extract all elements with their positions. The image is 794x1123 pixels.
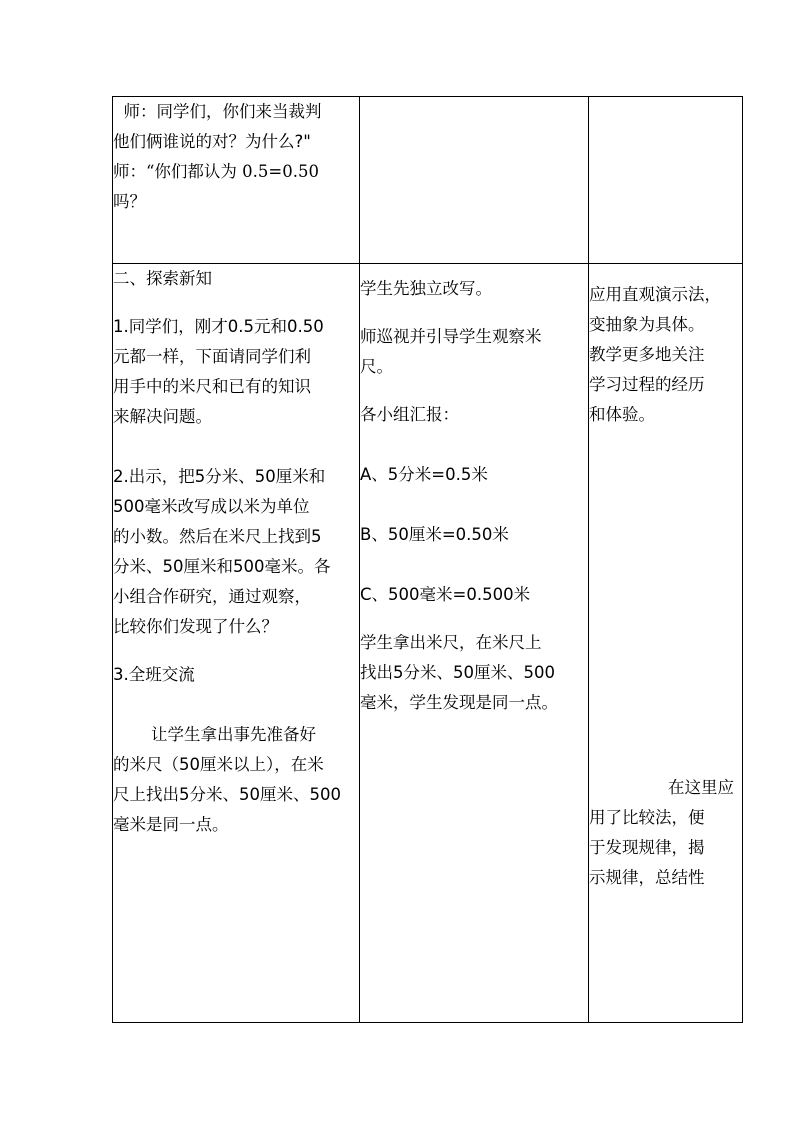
item1-line: 元都一样，下面请同学们利 xyxy=(113,347,311,366)
item3-line: 毫米是同一点。 xyxy=(113,815,229,834)
dialogue-line-4: 吗？ xyxy=(113,192,146,211)
item3-line: 让学生拿出事先准备好 xyxy=(151,725,316,744)
table-row xyxy=(113,97,743,264)
section-heading: 二、探索新知 xyxy=(113,269,212,288)
empty-cell xyxy=(589,97,743,264)
teacher-dialogue-cell xyxy=(113,97,360,264)
intent-line: 在这里应 xyxy=(668,778,734,797)
activity-line: 师巡视并引导学生观察米 xyxy=(360,327,542,346)
student-activity-cell xyxy=(360,264,589,1023)
activity-line: 各小组汇报： xyxy=(360,405,459,424)
report-b: B、50厘米=0.50米 xyxy=(360,525,509,544)
dialogue-line-1: 师：同学们，你们来当裁判 xyxy=(113,102,322,121)
item2-line: 500毫米改写成以米为单位 xyxy=(113,497,310,516)
activity-line: 学生先独立改写。 xyxy=(360,279,492,298)
empty-cell xyxy=(360,97,589,264)
intent-line: 学习过程的经历 xyxy=(589,375,705,394)
item2-line: 2.出示，把5分米、50厘米和 xyxy=(113,467,326,486)
item1-line: 来解决问题。 xyxy=(113,407,212,426)
report-a: A、5分米=0.5米 xyxy=(360,465,488,484)
dialogue-line-2: 他们俩谁说的对？为什么?" xyxy=(113,132,311,151)
lesson-plan-table xyxy=(112,96,743,1023)
table-row xyxy=(113,264,743,1023)
intent-line: 用了比较法，便 xyxy=(589,808,705,827)
intent-line: 应用直观演示法， xyxy=(589,285,721,304)
intent-line: 示规律，总结性 xyxy=(589,868,705,887)
item2-line: 分米、50厘米和500毫米。各 xyxy=(113,557,331,576)
intent-line: 变抽象为具体。 xyxy=(589,315,705,334)
item2-line: 比较你们发现了什么？ xyxy=(113,617,278,636)
item3-line: 的米尺（50厘米以上），在米 xyxy=(113,755,324,774)
activity-line: 学生拿出米尺，在米尺上 xyxy=(360,633,542,652)
explore-cell xyxy=(113,264,360,1023)
intent-line: 和体验。 xyxy=(589,405,655,424)
intent-line: 于发现规律，揭 xyxy=(589,838,705,857)
item3-line: 尺上找出5分米、50厘米、500 xyxy=(113,785,341,804)
activity-line: 毫米，学生发现是同一点。 xyxy=(360,693,558,712)
activity-line: 尺。 xyxy=(360,357,393,376)
activity-line: 找出5分米、50厘米、500 xyxy=(360,663,555,682)
item2-line: 的小数。然后在米尺上找到5 xyxy=(113,527,322,546)
report-c: C、500毫米=0.500米 xyxy=(360,585,531,604)
item3-heading: 3.全班交流 xyxy=(113,665,195,684)
item1-line: 1.同学们，刚才0.5元和0.50 xyxy=(113,317,324,336)
dialogue-line-3: 师：“你们都认为 0.5=0.50 xyxy=(113,162,319,181)
intent-line: 教学更多地关注 xyxy=(589,345,705,364)
item1-line: 用手中的米尺和已有的知识 xyxy=(113,377,311,396)
item2-line: 小组合作研究，通过观察， xyxy=(113,587,311,606)
design-intent-cell xyxy=(589,264,743,1023)
